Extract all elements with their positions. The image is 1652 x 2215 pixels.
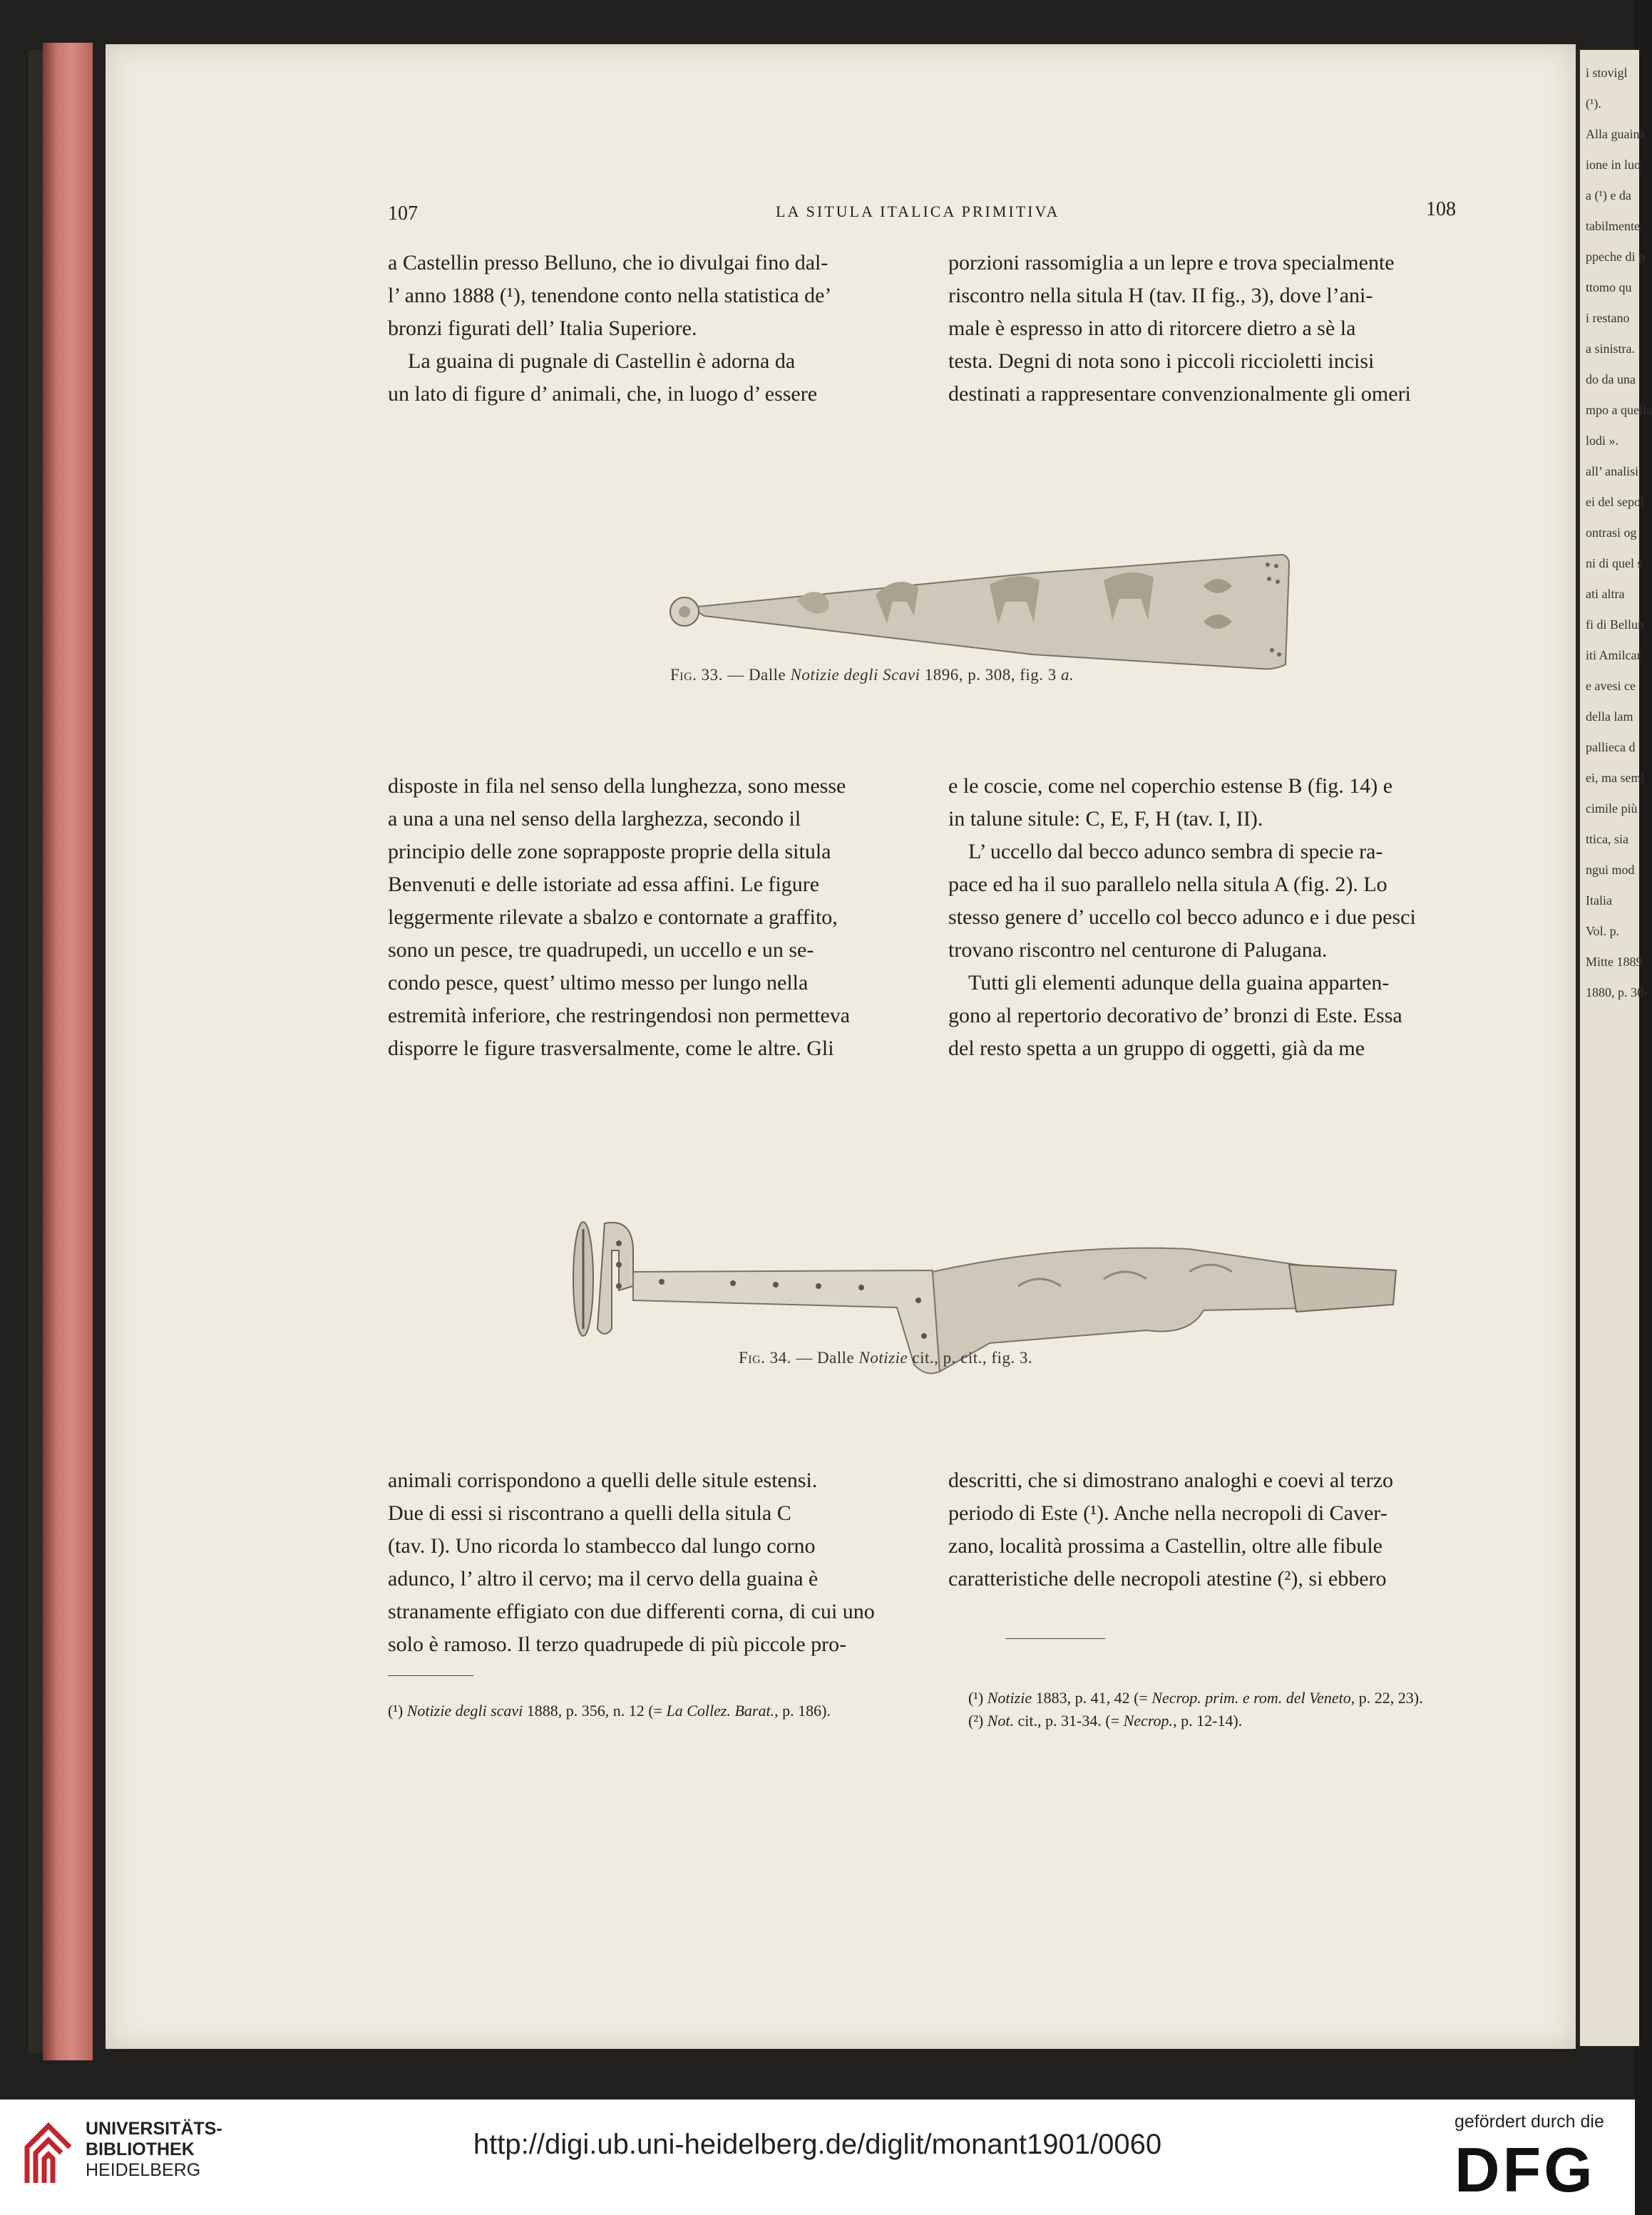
- adjacent-page-fragment: della lam: [1586, 709, 1633, 724]
- text-line: l’ anno 1888 (¹), tenendone conto nella statistica de’: [388, 284, 832, 307]
- text-line: leggermente rilevate a sbalzo e contornate a graffito,: [388, 905, 838, 929]
- footnote-rule-left: [388, 1675, 473, 1676]
- adjacent-page-fragment: ione in luo: [1586, 158, 1641, 172]
- adjacent-page-fragment: ei del sepol: [1586, 495, 1644, 509]
- text-line: un lato di figure d’ animali, che, in luogo d’ essere: [388, 382, 818, 406]
- sponsor-label: gefördert durch die: [1455, 2112, 1604, 2132]
- book-page: [106, 44, 1576, 2049]
- text-line: Due di essi si riscontrano a quelli della situla C: [388, 1501, 791, 1525]
- sheath-figure-33: [662, 515, 1303, 686]
- footnote-mark: (²): [968, 1712, 987, 1730]
- text-line: estremità inferiore, che restringendosi non permetteva: [388, 1004, 851, 1027]
- text-block-1-left: [388, 247, 897, 411]
- caption-text: — Dalle: [722, 666, 791, 684]
- text-line: solo è ramoso. Il terzo quadrupede di più piccole pro-: [388, 1633, 847, 1656]
- right-page-number: 108: [1426, 198, 1456, 220]
- figure-label: Fig. 34.: [739, 1349, 791, 1367]
- adjacent-page-fragment: e avesi ce: [1586, 679, 1636, 693]
- footnote-title: Notizie: [987, 1689, 1032, 1707]
- footnote-title: Not.: [987, 1712, 1015, 1730]
- footnote-text: , p. 186).: [774, 1702, 831, 1720]
- text-line: descritti, che si dimostrano analoghi e coevi al terzo: [948, 1469, 1393, 1492]
- adjacent-page-fragment: a (¹) e da: [1586, 188, 1631, 202]
- text-line: stesso genere d’ uccello col becco adunco e i due pesci: [948, 905, 1416, 929]
- caption-source: Notizie degli Scavi: [790, 666, 920, 684]
- adjacent-page-fragment: Vol. p.: [1586, 924, 1620, 938]
- adjacent-page-fragment: i stovigl: [1586, 66, 1628, 80]
- left-page-number: 107: [388, 202, 418, 225]
- adjacent-page-fragment: cimile più: [1586, 801, 1638, 816]
- text-line: disposte in fila nel senso della lunghezza, sono messe: [388, 774, 846, 798]
- text-block-1-right: [948, 247, 1463, 411]
- text-line: Tutti gli elementi adunque della guaina apparten-: [968, 971, 1390, 995]
- library-name-line: HEIDELBERG: [86, 2160, 201, 2180]
- caption-text: cit., p. cit., fig. 3.: [908, 1349, 1033, 1367]
- footnote-text: 1888, p. 356, n. 12 (=: [523, 1702, 667, 1720]
- footnote-rule-right: [1005, 1638, 1105, 1639]
- text-line: periodo di Este (¹). Anche nella necropoli di Caver-: [948, 1501, 1387, 1525]
- adjacent-page-fragment: i restano: [1586, 311, 1630, 325]
- library-name-line: BIBLIOTHEK: [86, 2139, 195, 2159]
- adjacent-page-fragment: ttomo qu: [1586, 280, 1632, 294]
- text-line: zano, località prossima a Castellin, oltre alle fibule: [948, 1534, 1382, 1558]
- text-line: gono al repertorio decorativo de’ bronzi di Este. Essa: [948, 1004, 1402, 1027]
- text-line: La guaina di pugnale di Castellin è adorna da: [408, 349, 796, 373]
- footnote-right: [948, 1687, 1463, 1732]
- adjacent-page-fragment: ngui mod: [1586, 863, 1635, 877]
- text-line: stranamente effigiato con due differenti corna, di cui uno: [388, 1600, 875, 1623]
- caption-source: Notizie: [858, 1349, 908, 1367]
- text-line: Benvenuti e delle istoriate ad essa affini. Le figure: [388, 873, 820, 896]
- text-line: male è espresso in atto di ritorcere dietro a sè la: [948, 317, 1356, 340]
- text-line: condo pesce, quest’ ultimo messo per lungo nella: [388, 971, 809, 995]
- footnote-ref: Necrop.: [1123, 1712, 1174, 1730]
- text-line: in talune situle: C, E, F, H (tav. I, II).: [948, 807, 1263, 831]
- footnote-ref: Necrop. prim. e rom. del Veneto: [1151, 1689, 1351, 1707]
- text-line: a Castellin presso Belluno, che io divulgai fino dal-: [388, 251, 828, 274]
- text-line: e le coscie, come nel coperchio estense B (fig. 14) e: [948, 774, 1393, 798]
- text-line: destinati a rappresentare convenzionalmente gli omeri: [948, 382, 1411, 406]
- adjacent-page-fragment: ei, ma seml: [1586, 771, 1645, 785]
- adjacent-page-fragment: (¹).: [1586, 96, 1601, 111]
- caption-text: a.: [1056, 666, 1074, 684]
- running-title: LA SITULA ITALICA PRIMITIVA: [776, 202, 1060, 220]
- adjacent-page-fragment: do da una: [1586, 372, 1636, 386]
- text-line: riscontro nella situla H (tav. II fig., 3), dove l’ani-: [948, 284, 1373, 307]
- text-block-3-left: [388, 1464, 897, 1661]
- figure-34-caption: [739, 1349, 1032, 1367]
- text-line: testa. Degni di nota sono i piccoli riccioletti incisi: [948, 349, 1375, 373]
- text-line: bronzi figurati dell’ Italia Superiore.: [388, 317, 697, 340]
- text-line: trovano riscontro nel centurone di Palugana.: [948, 938, 1328, 962]
- caption-text: — Dalle: [791, 1349, 859, 1367]
- text-line: L’ uccello dal becco adunco sembra di specie ra-: [968, 840, 1383, 863]
- footnote-title: Notizie degli scavi: [406, 1702, 523, 1720]
- adjacent-page-fragment: pallieca d: [1586, 740, 1636, 754]
- footnote-ref: La Collez. Barat.: [666, 1702, 775, 1720]
- adjacent-page-fragment: ati altra: [1586, 587, 1625, 601]
- adjacent-page-fragment: ppeche di p: [1586, 250, 1645, 264]
- adjacent-page-fragment: Alla guaina: [1586, 127, 1646, 141]
- adjacent-page-fragment: iti Amilcar: [1586, 648, 1641, 662]
- text-block-3-right: [948, 1464, 1463, 1595]
- text-block-2-right: [948, 770, 1463, 1065]
- dfg-logo: DFG: [1455, 2134, 1596, 2205]
- text-line: animali corrispondono a quelli delle situle estensi.: [388, 1469, 818, 1492]
- caption-text: 3: [1047, 666, 1057, 684]
- library-name-line: UNIVERSITÄTS-: [86, 2119, 222, 2139]
- adjacent-page: [1576, 50, 1652, 2046]
- permalink-url[interactable]: http://digi.ub.uni-heidelberg.de/diglit/monant1901/0060: [473, 2129, 1162, 2160]
- viewer-footer: [0, 2100, 1635, 2215]
- footnote-text: 1883, p. 41, 42 (=: [1032, 1689, 1152, 1707]
- book-page-edges: [43, 43, 93, 2060]
- text-line: adunco, l’ altro il cervo; ma il cervo della guaina è: [388, 1567, 819, 1590]
- text-line: disporre le figure trasversalmente, come le altre. Gli: [388, 1037, 834, 1060]
- adjacent-page-fragment: Italia: [1586, 893, 1612, 908]
- caption-text: 1896, p. 308, fig.: [920, 666, 1048, 684]
- adjacent-page-fragment: ni di quel s: [1586, 556, 1643, 570]
- text-line: (tav. I). Uno ricorda lo stambecco dal lungo corno: [388, 1534, 816, 1558]
- adjacent-page-fragment: mpo a quella: [1586, 403, 1652, 417]
- adjacent-page-fragment: tabilmente: [1586, 219, 1640, 233]
- adjacent-page-fragment: a sinistra.: [1586, 341, 1635, 356]
- adjacent-page-fragment: ontrasi og: [1586, 525, 1637, 540]
- adjacent-page-fragment: fi di Bellun: [1586, 617, 1644, 632]
- adjacent-page-fragment: 1880, p. 30-: [1586, 985, 1648, 999]
- text-line: porzioni rassomiglia a un lepre e trova specialmente: [948, 251, 1395, 274]
- adjacent-page-fragment: ttica, sia: [1586, 832, 1628, 846]
- figure-33-caption: [670, 666, 1074, 684]
- footnote-text: , p. 22, 23).: [1350, 1689, 1423, 1707]
- text-line: a una a una nel senso della larghezza, secondo il: [388, 807, 801, 831]
- text-line: principio delle zone soprapposte proprie della situla: [388, 840, 831, 863]
- dagger-figure-34: [562, 1165, 1417, 1379]
- text-block-2-left: [388, 770, 897, 1065]
- footnote-mark: (¹): [968, 1689, 987, 1707]
- adjacent-page-fragment: lodi ».: [1586, 433, 1619, 448]
- footnote-left: [388, 1700, 897, 1722]
- footnote-mark: (¹): [388, 1702, 407, 1720]
- footnote-text: , p. 12-14).: [1173, 1712, 1243, 1730]
- text-line: del resto spetta a un gruppo di oggetti, già da me: [948, 1037, 1365, 1060]
- figure-label: Fig. 33.: [670, 666, 723, 684]
- text-line: sono un pesce, tre quadrupedi, un uccello e un se-: [388, 938, 814, 962]
- adjacent-page-fragment: Mitte 1889: [1586, 955, 1643, 969]
- footnote-text: cit., p. 31-34. (=: [1014, 1712, 1124, 1730]
- text-line: pace ed ha il suo parallelo nella situla A (fig. 2). Lo: [948, 873, 1387, 896]
- adjacent-page-fragment: all’ analisi: [1586, 464, 1639, 478]
- text-line: caratteristiche delle necropoli atestine (²), si ebbero: [948, 1567, 1387, 1590]
